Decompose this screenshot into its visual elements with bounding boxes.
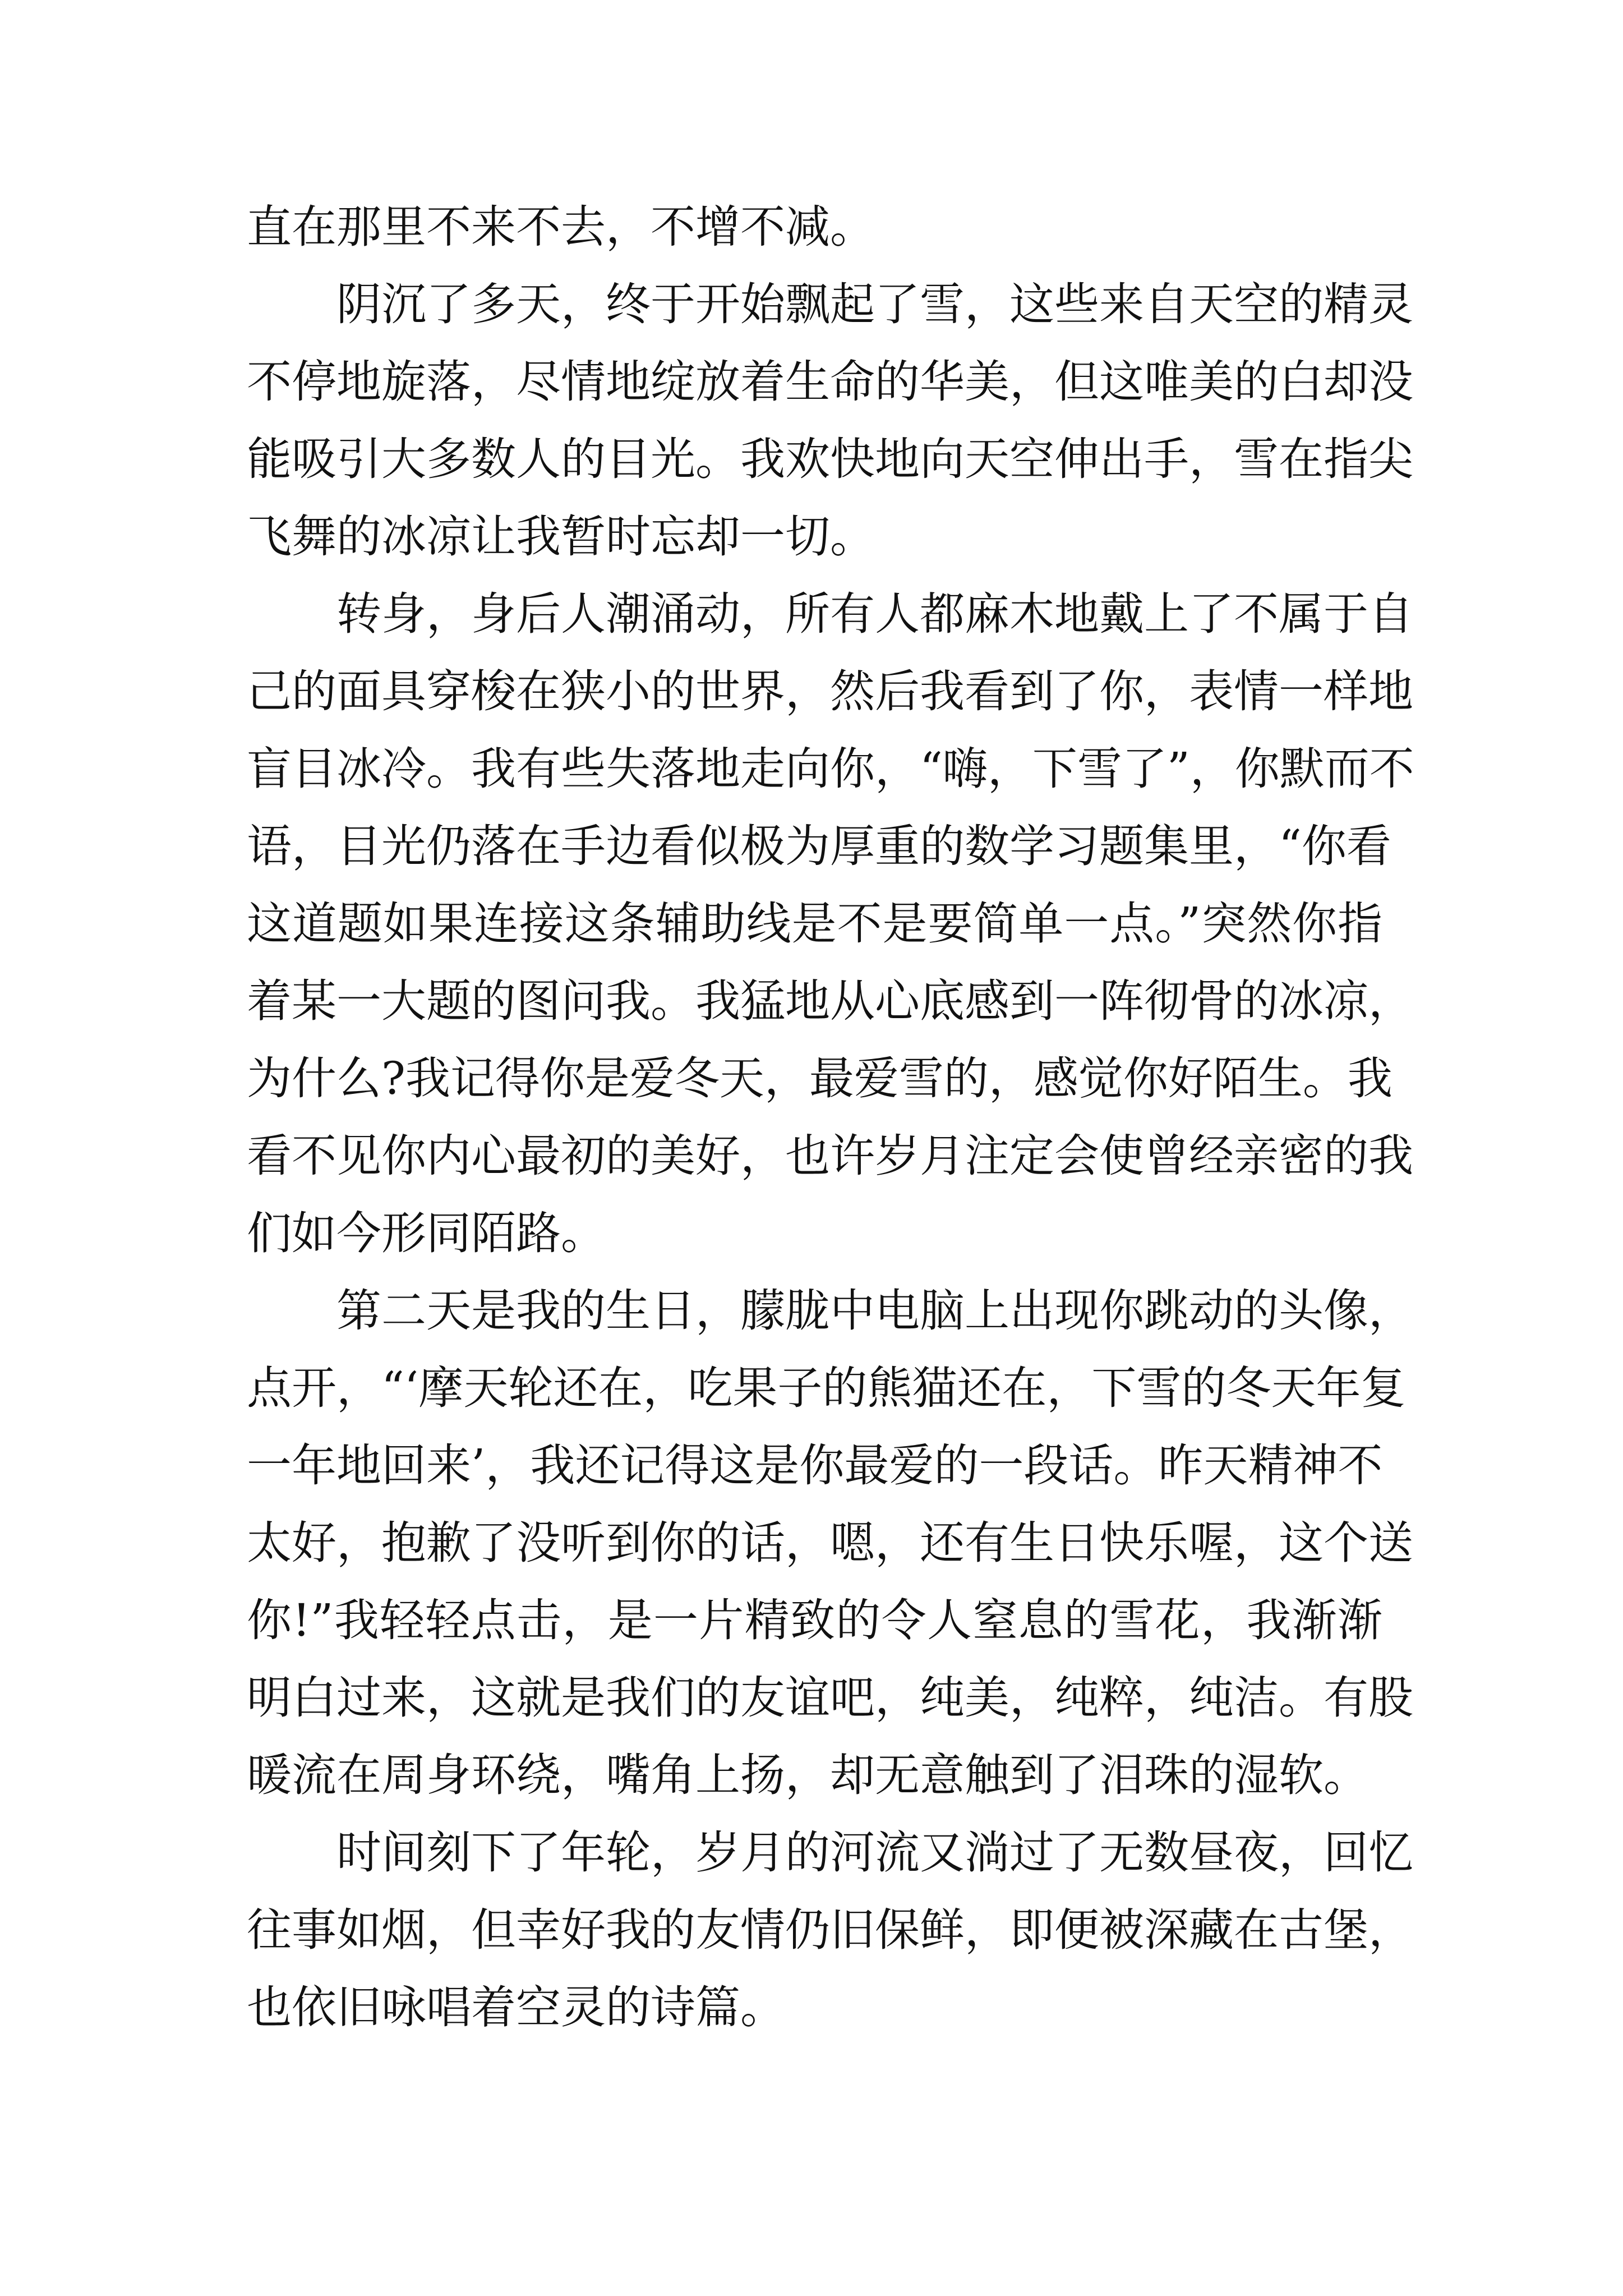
text-line: 时间刻下了年轮，岁月的河流又淌过了无数昼夜，回忆 [336, 1826, 1413, 1879]
text-line: 也依旧咏唱着空灵的诗篇。 [247, 1981, 785, 2033]
text-line: 看不见你内心最初的美好，也许岁月注定会使曾经亲密的我 [247, 1130, 1413, 1182]
text-line: 这道题如果连接这条辅助线是不是要简单一点。”突然你指 [247, 898, 1382, 950]
text-line: 你!”我轻轻点击，是一片精致的令人窒息的雪花，我渐渐 [247, 1594, 1382, 1646]
text-line: 往事如烟，但幸好我的友情仍旧保鲜，即便被深藏在古堡， [247, 1904, 1413, 1956]
text-line: 第二天是我的生日，朦胧中电脑上出现你跳动的头像， [336, 1285, 1413, 1337]
text-line: 为什么?我记得你是爱冬天，最爱雪的，感觉你好陌生。我 [247, 1052, 1393, 1105]
text-line: 阴沉了多天，终于开始飘起了雪，这些来自天空的精灵 [336, 278, 1413, 330]
text-line: 太好，抱歉了没听到你的话，嗯，还有生日快乐喔，这个送 [247, 1517, 1413, 1569]
text-line: 己的面具穿梭在狭小的世界，然后我看到了你，表情一样地 [247, 665, 1413, 717]
text-line: 一年地回来’，我还记得这是你最爱的一段话。昨天精神不 [247, 1439, 1383, 1492]
text-line: 着某一大题的图问我。我猛地从心底感到一阵彻骨的冰凉， [247, 975, 1413, 1027]
text-line: 飞舞的冰凉让我暂时忘却一切。 [247, 510, 875, 563]
text-line: 盲目冰冷。我有些失落地走向你，“嗨，下雪了”，你默而不 [247, 743, 1414, 795]
text-line: 转身，身后人潮涌动，所有人都麻木地戴上了不属于自 [336, 588, 1413, 640]
text-line: 明白过来，这就是我们的友谊吧，纯美，纯粹，纯洁。有股 [247, 1672, 1413, 1724]
text-line: 直在那里不来不去，不增不减。 [247, 201, 875, 253]
text-line: 点开，“‘摩天轮还在，吃果子的熊猫还在，下雪的冬天年复 [247, 1362, 1406, 1414]
text-line: 暖流在周身环绕，嘴角上扬，却无意触到了泪珠的湿软。 [247, 1749, 1368, 1801]
text-line: 不停地旋落，尽情地绽放着生命的华美，但这唯美的白却没 [247, 356, 1413, 408]
text-line: 语，目光仍落在手边看似极为厚重的数学习题集里，“你看 [247, 820, 1391, 872]
text-line: 们如今形同陌路。 [247, 1207, 606, 1259]
text-line: 能吸引大多数人的目光。我欢快地向天空伸出手，雪在指尖 [247, 433, 1413, 485]
